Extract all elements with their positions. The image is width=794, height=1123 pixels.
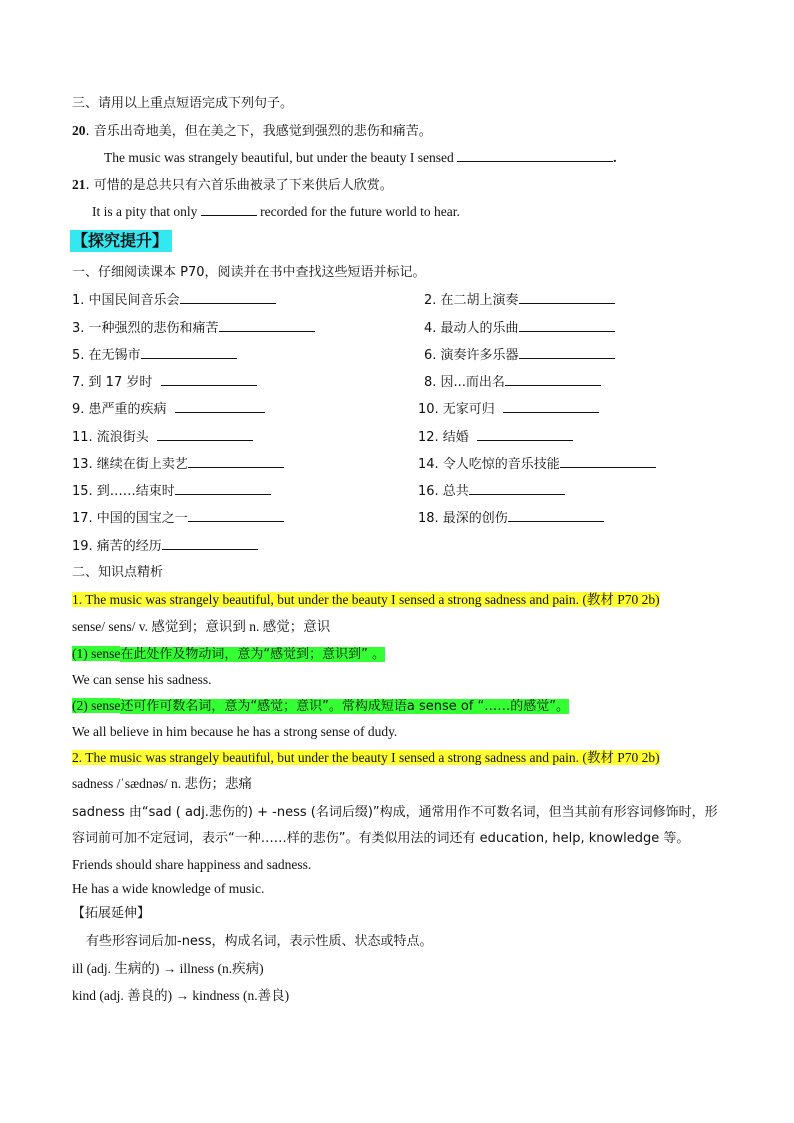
phrase-item [72,508,284,529]
answer-prompt: It is a pity that only [92,204,198,219]
phrase-item [72,536,258,557]
usage-text: 还可作可数名词，意为“感觉；意识”。常构成短语 [120,699,407,714]
phrase-label: 18. 最深的创伤 [418,511,508,526]
answer-prompt: The music was strangely beautiful, but under the beauty I sensed [104,150,454,165]
question-20 [72,121,432,142]
explore-title: 【探究提升】 [70,230,172,252]
phrase-label: 13. 继续在街上卖艺 [72,457,188,472]
phrase-blank[interactable] [161,372,257,386]
answer-blank[interactable] [201,202,257,216]
phrase-blank[interactable] [175,399,265,413]
answer-line-21 [92,202,460,222]
phrase-item [424,345,615,366]
phrase-blank[interactable] [188,454,284,468]
question-number: 21 [72,177,86,192]
sadness-explanation: sadness 由“sad ( adj.悲伤的) + -ness (名词后缀)”构成，通常用作不可数名词，但当其前有形容词修饰时，形容词前可加不定冠词，表示“一种……样的悲伤”。有类似用法的词还有 education, help, knowledge 等。 [72,805,718,846]
phrase-blank[interactable] [508,508,604,522]
sadness-definition: sadness /ˈsædnəs/ n. 悲伤；悲痛 [72,776,252,791]
usage-text: 在此处作及物动词，意为“感觉到；意识到” 。 [120,647,385,662]
example-sentence: We can sense his sadness. [72,672,212,687]
phrase-label: 5. 在无锡市 [72,348,141,363]
phrase-item [418,508,604,529]
phrase-label: 6. 演奏许多乐器 [424,348,519,363]
phrase-label: 9. 患严重的疾病 [72,402,167,417]
phrase-blank[interactable] [219,318,315,332]
phrase-blank[interactable] [157,427,253,441]
phrase-label: 19. 痛苦的经历 [72,539,162,554]
extension-description: 有些形容词后加-ness，构成名词，表示性质、状态或特点。 [86,934,433,949]
usage-phrase: a sense of “……的感觉”。 [406,699,569,714]
phrase-item [418,481,565,502]
phrase-blank[interactable] [141,345,237,359]
phrase-item [418,454,656,475]
phrase-item [424,290,615,311]
phrase-blank[interactable] [519,318,615,332]
phrase-item [418,399,599,420]
answer-line-20 [104,148,617,168]
phrase-label: 11. 流浪街头 [72,430,149,445]
phrase-label: 12. 结婚 [418,430,469,445]
phrase-item [72,318,315,339]
phrase-label: 7. 到 17 岁时 [72,375,153,390]
sense-usage-1 [72,644,385,665]
question-text: . 音乐出奇地美，但在美之下，我感觉到强烈的悲伤和痛苦。 [85,124,432,139]
extension-title: 【拓展延伸】 [72,906,151,921]
phrase-item [72,481,271,502]
section-heading: 三、请用以上重点短语完成下列句子。 [72,96,294,111]
phrase-item [72,290,276,311]
question-21 [72,175,393,196]
example-sentence: Friends should share happiness and sadness. [72,857,312,872]
phrase-blank[interactable] [519,345,615,359]
sense-definition: sense/ sens/ v. 感觉到；意识到 n. 感觉；意识 [72,619,331,634]
question-text: . 可惜的是总共只有六首乐曲被录了下来供后人欣赏。 [85,178,393,193]
part1-heading: 一、仔细阅读课本 P70，阅读并在书中查找这些短语并标记。 [72,265,426,280]
phrase-blank[interactable] [477,427,573,441]
phrase-label: 3. 一种强烈的悲伤和痛苦 [72,321,219,336]
phrase-item [72,372,257,393]
phrase-blank[interactable] [560,454,656,468]
question-number: 20 [72,123,86,138]
phrase-label: 15. 到……结束时 [72,484,175,499]
usage-label: (2) sense [72,698,121,713]
sense-usage-2 [72,696,569,717]
phrase-label: 1. 中国民间音乐会 [72,293,180,308]
extension-example: ill (adj. 生病的) → illness (n.疾病) [72,961,264,976]
phrase-item [424,318,615,339]
phrase-blank[interactable] [188,508,284,522]
part2-heading: 二、知识点精析 [72,565,164,580]
phrase-blank[interactable] [505,372,601,386]
phrase-blank[interactable] [162,536,258,550]
key-sentence-2: 2. The music was strangely beautiful, but under the beauty I sensed a strong sadness and pain. (教材 P70 2b) [72,750,660,765]
extension-example: kind (adj. 善良的) → kindness (n.善良) [72,988,290,1003]
example-sentence: He has a wide knowledge of music. [72,881,265,896]
answer-prompt-end: recorded for the future world to hear. [260,204,460,219]
phrase-blank[interactable] [503,399,599,413]
answer-blank[interactable] [457,148,613,162]
phrase-blank[interactable] [519,290,615,304]
period: . [613,150,617,165]
phrase-blank[interactable] [180,290,276,304]
phrase-label: 8. 因...而出名 [424,375,505,390]
phrase-item [72,454,284,475]
phrase-label: 16. 总共 [418,484,469,499]
example-sentence: We all believe in him because he has a strong sense of dudy. [72,724,398,739]
phrase-label: 17. 中国的国宝之一 [72,511,188,526]
phrase-label: 10. 无家可归 [418,402,495,417]
usage-label: (1) sense [72,646,121,661]
phrase-label: 14. 令人吃惊的音乐技能 [418,457,560,472]
key-sentence-1: 1. The music was strangely beautiful, but under the beauty I sensed a strong sadness and pain. (教材 P70 2b) [72,592,660,607]
phrase-label: 4. 最动人的乐曲 [424,321,519,336]
phrase-item [424,372,601,393]
phrase-label: 2. 在二胡上演奏 [424,293,519,308]
phrase-blank[interactable] [469,481,565,495]
phrase-item [72,427,253,448]
phrase-blank[interactable] [175,481,271,495]
phrase-item [418,427,573,448]
phrase-item [72,399,265,420]
phrase-item [72,345,237,366]
